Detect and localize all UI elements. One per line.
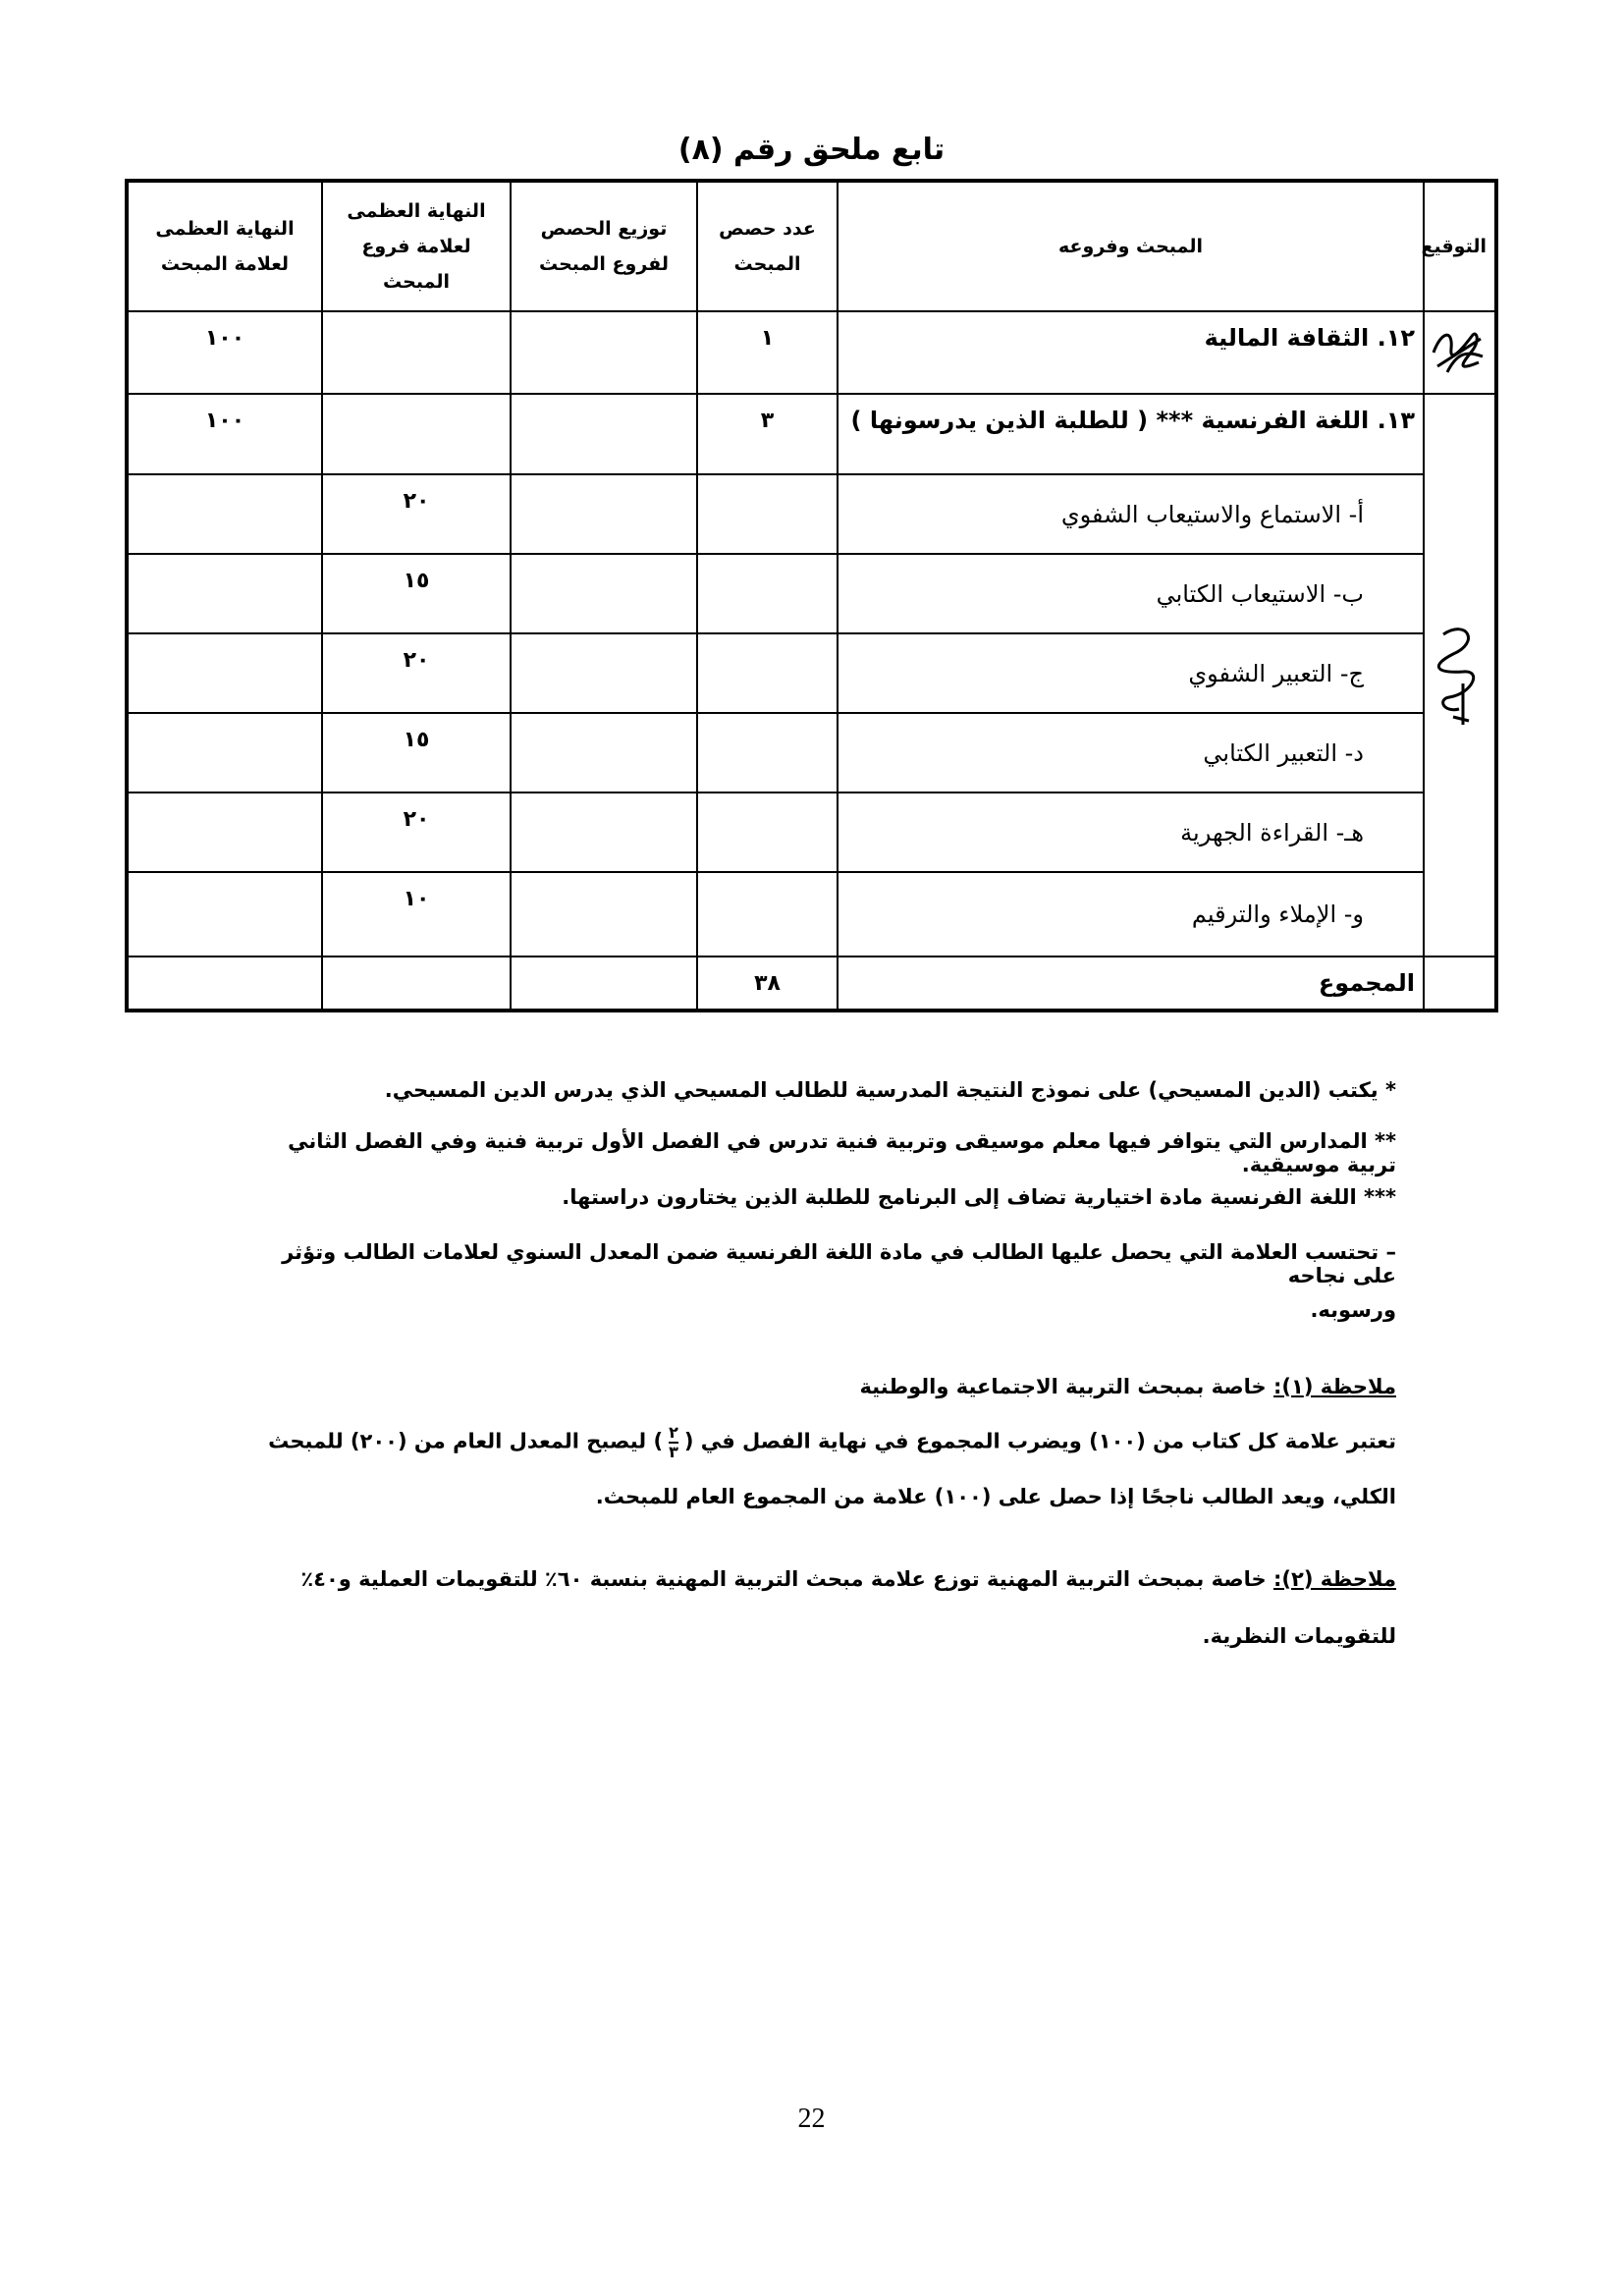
remark1-line2: الكلي، ويعد الطالب ناجحًا إذا حصل على (١٠٠) علامة من المجموع العام للمبحث. [595, 1485, 1396, 1508]
table-row [127, 793, 1496, 872]
branch-max-cell: ١٥ [322, 554, 511, 633]
distribution-cell [511, 474, 697, 554]
periods-cell [697, 554, 838, 633]
table-row [127, 872, 1496, 957]
periods-cell: ١ [697, 311, 838, 394]
header-subject-max: النهاية العظمى لعلامة المبحث [127, 181, 322, 311]
header-signature: التوقيع [1424, 181, 1496, 311]
remark2-line1 [255, 1567, 1396, 1591]
subject-cell: ١٣. اللغة الفرنسية *** ( للطلبة الذين يدرسونها ) [838, 394, 1424, 474]
branch-max-cell: ١٠ [322, 872, 511, 957]
fraction-two-thirds [669, 1424, 678, 1460]
subject-max-cell [127, 474, 322, 554]
distribution-cell [511, 713, 697, 793]
periods-cell [697, 474, 838, 554]
branch-max-cell: ٢٠ [322, 793, 511, 872]
branch-label: ب- الاستيعاب الكتابي [838, 554, 1424, 633]
subject-max-cell [127, 793, 322, 872]
table-row [127, 311, 1496, 394]
fraction-numerator: ٢ [669, 1423, 678, 1442]
branch-max-cell: ٢٠ [322, 633, 511, 713]
table-row [127, 633, 1496, 713]
remark1-line1-a: تعتبر علامة كل كتاب من (١٠٠) ويضرب المجموع في نهاية الفصل في ( [683, 1429, 1396, 1453]
branch-max-cell: ٢٠ [322, 474, 511, 554]
remark1-title [255, 1375, 1396, 1398]
header-distribution: توزيع الحصص لفروع المبحث [511, 181, 697, 311]
remark2-label: ملاحظة (٢): [1272, 1567, 1396, 1591]
periods-cell [697, 793, 838, 872]
subject-max-cell [127, 633, 322, 713]
distribution-cell [511, 872, 697, 957]
subject-cell: ١٢. الثقافة المالية [838, 311, 1424, 394]
distribution-cell [511, 793, 697, 872]
subject-max-cell [127, 554, 322, 633]
remark1-label: ملاحظة (١): [1272, 1375, 1396, 1398]
note-french-grade: – تحتسب العلامة التي يحصل عليها الطالب في مادة اللغة الفرنسية ضمن المعدل السنوي لعلامات الطالب وتؤثر على نجاحه [282, 1240, 1396, 1287]
distribution-cell [511, 554, 697, 633]
periods-cell: ٣ [697, 394, 838, 474]
subject-max-cell [127, 957, 322, 1011]
branch-max-cell [322, 394, 511, 474]
page-title: تابع ملحق رقم (٨) [677, 133, 946, 167]
subject-max-cell [127, 872, 322, 957]
signature-mark [1424, 615, 1487, 733]
table-row [127, 554, 1496, 633]
table-row [127, 713, 1496, 793]
note-french-optional: *** اللغة الفرنسية مادة اختيارية تضاف إلى البرنامج للطلبة الذين يختارون دراستها. [562, 1185, 1396, 1209]
note-french-grade-cont: ورسوبه. [1310, 1298, 1396, 1322]
total-label: المجموع [838, 957, 1424, 1011]
table-total-row [127, 957, 1496, 1011]
subject-max-cell: ١٠٠ [127, 394, 322, 474]
note-christian-religion: * يكتب (الدين المسيحي) على نموذج النتيجة المدرسية للطالب المسيحي الذي يدرس الدين المسيحي. [384, 1078, 1396, 1102]
header-branch-max: النهاية العظمى لعلامة فروع المبحث [322, 181, 511, 311]
branch-label: أ- الاستماع والاستيعاب الشفوي [838, 474, 1424, 554]
subject-max-cell [127, 713, 322, 793]
distribution-cell [511, 311, 697, 394]
subject-max-cell: ١٠٠ [127, 311, 322, 394]
periods-cell [697, 872, 838, 957]
remark1-line1 [255, 1424, 1396, 1460]
branch-label: د- التعبير الكتابي [838, 713, 1424, 793]
branch-max-cell [322, 311, 511, 394]
note-music-art: ** المدارس التي يتوافر فيها معلم موسيقى وتربية فنية تدرس في الفصل الأول تربية فنية وفي الفصل الثاني تربية موسيقية. [288, 1129, 1396, 1176]
signature-cell [1424, 394, 1496, 957]
header-periods: عدد حصص المبحث [697, 181, 838, 311]
table-header-row [127, 181, 1496, 311]
signature-cell [1424, 311, 1496, 394]
total-periods: ٣٨ [697, 957, 838, 1011]
remark2-text: خاصة بمبحث التربية المهنية توزع علامة مبحث التربية المهنية بنسبة ٦٠٪ للتقويمات العملية و٤٠٪ [300, 1567, 1273, 1591]
table-row [127, 474, 1496, 554]
table-row [127, 394, 1496, 474]
branch-label: ج- التعبير الشفوي [838, 633, 1424, 713]
remark1-line1-b: ) ليصبح المعدل العام من (٢٠٠) للمبحث [268, 1429, 664, 1453]
remark1-heading: خاصة بمبحث التربية الاجتماعية والوطنية [859, 1375, 1273, 1398]
distribution-cell [511, 394, 697, 474]
distribution-cell [511, 633, 697, 713]
branch-label: و- الإملاء والترقيم [838, 872, 1424, 957]
header-subject: المبحث وفروعه [838, 181, 1424, 311]
branch-label: هـ- القراءة الجهرية [838, 793, 1424, 872]
branch-max-cell [322, 957, 511, 1011]
signature-mark [1428, 323, 1487, 378]
periods-cell [697, 633, 838, 713]
distribution-cell [511, 957, 697, 1011]
remark2-line2: للتقويمات النظرية. [1202, 1624, 1396, 1648]
signature-cell [1424, 957, 1496, 1011]
branch-max-cell: ١٥ [322, 713, 511, 793]
periods-cell [697, 713, 838, 793]
page-number: 22 [797, 2104, 826, 2134]
subjects-table [125, 179, 1498, 1012]
fraction-denominator: ٣ [669, 1442, 678, 1461]
